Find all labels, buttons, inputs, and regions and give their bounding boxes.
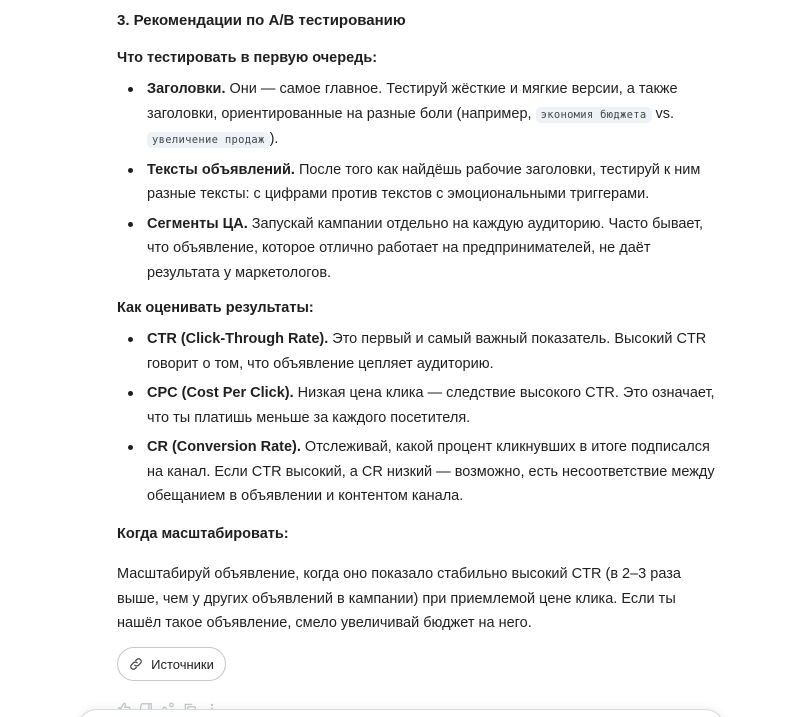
prompt-input-box[interactable]	[77, 709, 725, 717]
item-text: Низкая цена клика — следствие высокого CTR. Это означает, что ты платишь меньше за каждого посетителя.	[147, 385, 715, 426]
scale-paragraph: Масштабируй объявление, когда оно показало стабильно высокий CTR (в 2–3 раза выше, чем у других объявлений в кампании) при приемлемой цене клика. Если ты нашёл такое объявление, смело увеличивай бюджет на него.	[117, 566, 681, 631]
bullet-icon	[128, 391, 133, 396]
how-to-evaluate-list	[117, 327, 727, 514]
item-text: ).	[269, 131, 279, 147]
list-item	[117, 381, 727, 430]
subheading-how-to-evaluate: Как оценивать результаты:	[117, 300, 314, 316]
item-text: После того как найдёшь рабочие заголовки, тестируй к ним разные тексты: с цифрами против текстов с эмоциональными триггерами.	[147, 161, 701, 202]
list-item	[117, 435, 727, 509]
link-icon	[129, 657, 143, 671]
item-text: Запускай кампании отдельно на каждую аудиторию. Часто бывает, что объявление, которое отлично работает на предпринимателей, не даёт результата у маркетологов.	[147, 215, 704, 281]
sources-label: Источники	[151, 656, 214, 672]
item-title: Тексты объявлений.	[147, 161, 295, 178]
bullet-icon	[128, 87, 133, 92]
what-to-test-list	[117, 77, 727, 290]
item-text: vs.	[651, 105, 675, 122]
list-item	[117, 158, 727, 207]
section-heading: 3. Рекомендации по A/B тестированию	[117, 12, 406, 29]
item-title: Заголовки.	[147, 81, 226, 97]
subheading-when-to-scale: Когда масштабировать:	[117, 526, 289, 542]
bullet-icon	[128, 222, 133, 227]
subheading-what-to-test: Что тестировать в первую очередь:	[117, 50, 378, 66]
bullet-icon	[128, 445, 133, 450]
item-title: CTR (Click-Through Rate).	[147, 331, 329, 347]
sources-button[interactable]	[117, 647, 226, 681]
item-text: Они — самое главное. Тестируй жёсткие и мягкие версии, а также заголовки, ориентированные на разные боли (например,	[147, 81, 678, 122]
bullet-icon	[128, 168, 133, 173]
bullet-icon	[128, 337, 133, 342]
inline-code: экономия бюджета	[536, 107, 652, 123]
inline-code: увеличение продаж	[147, 132, 270, 148]
item-title: CR (Conversion Rate).	[147, 439, 301, 455]
item-title: CPC (Cost Per Click).	[147, 385, 294, 401]
item-title: Сегменты ЦА.	[147, 215, 248, 232]
item-text: Это первый и самый важный показатель. Высокий CTR говорит о том, что объявление цепляет аудиторию.	[147, 331, 707, 372]
list-item	[117, 77, 727, 153]
item-text: Отслеживай, какой процент кликнувших в итоге подписался на канал. Если CTR высокий, а CR низкий — возможно, есть несоответствие между обещанием в объявлении и контентом канала.	[147, 439, 715, 504]
list-item	[117, 327, 727, 376]
list-item	[117, 212, 727, 286]
